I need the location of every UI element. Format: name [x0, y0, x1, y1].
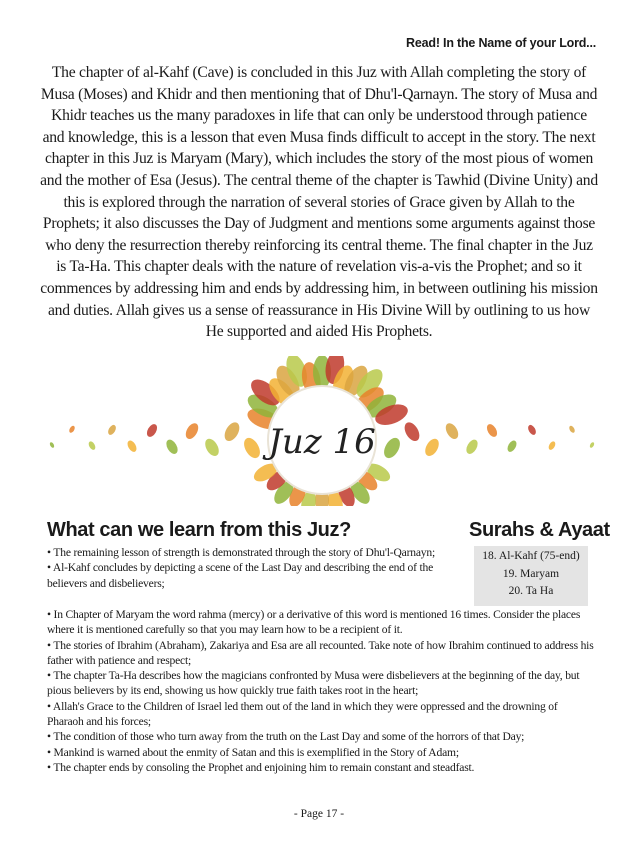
leaf-icon [381, 435, 403, 461]
leaf-icon [68, 425, 76, 434]
lesson-item: • Al-Kahf concludes by depicting a scene of the Last Day and describing the end of the believers and disbelievers; [47, 561, 434, 590]
lessons-list-top [47, 545, 469, 591]
leaf-icon [126, 439, 139, 453]
lesson-item: • The chapter ends by consoling the Prophet and enjoining him to remain constant and steadfast. [47, 760, 475, 774]
leaf-icon [402, 420, 423, 444]
lesson-item: • The remaining lesson of strength is demonstrated through the story of Dhu'l-Qarnayn; [47, 546, 435, 559]
lesson-item: • The chapter Ta-Ha describes how the magicians confronted by Musa were disbelievers at the beginning of the day, but pious believers by its end, showing us how quickly true faith takes root in the heart; [47, 669, 580, 698]
intro-paragraph: The chapter of al-Kahf (Cave) is concluded in this Juz with Allah completing the story of Musa (Moses) and Khidr and then mentioning that of Dhu'l-Qarnayn. The story of Musa and Khidr teaches us the many paradoxes in life that can only be understood through patience and knowledge, this is a lesson that even Musa finds difficult to accept in the story. The next chapter in this Juz is Maryam (Mary), which includes the story of the most pious of women and the mother of Esa (Jesus). The central theme of the chapter is Tawhid (Divine Unity) and this is explored through the narration of several stories of Grace given by Allah to the Prophets; it also discusses the Day of Judgment and mentions some arguments against those who deny the resurrection thereby reinforcing its central theme. The final chapter in the Juz is Ta-Ha. This chapter deals with the nature of revelation vis-a-vis the Prophet; and so it commences by addressing him and ends by addressing him, in between outlining his mission and duties. Allah gives us a sense of reassurance in His Divine Will by outlining to us how He supported and aided His Prophets. [40, 64, 598, 341]
leaf-icon [422, 436, 441, 458]
emblem-label: Juz 16 [268, 422, 376, 462]
leaf-icon [49, 442, 55, 449]
lesson-item: • In Chapter of Maryam the word rahma (mercy) or a derivative of this word is mentioned 16 times. Consider the places where it is mentioned carefully so that you may learn how to be a recipient of it. [47, 608, 581, 637]
learn-heading: What can we learn from this Juz? [47, 519, 351, 541]
leaf-icon [485, 422, 499, 438]
leaf-icon [464, 438, 480, 456]
lesson-item: • The stories of Ibrahim (Abraham), Zakariya and Esa are all recounted. Take note of how Ibrahim continued to address his father with patience and respect; [47, 638, 594, 667]
leaf-icon [183, 421, 201, 441]
surah-item: 20. Ta Ha [508, 585, 554, 597]
page-number: - Page 17 - [293, 808, 345, 820]
leaf-icon [106, 424, 117, 437]
surahs-heading: Surahs & Ayaat [469, 519, 610, 541]
leaf-icon [568, 425, 576, 434]
leaf-icon [164, 438, 180, 456]
leaf-icon [526, 424, 537, 437]
leaf-icon [506, 439, 519, 453]
lesson-item: • Allah's Grace to the Children of Israel led them out of the land in which they were oppressed and the drowning of Pharaoh and his forces; [47, 699, 558, 729]
lesson-item: • The condition of those who turn away from the truth on the Last Day and some of the horrors of that Day; [47, 730, 525, 744]
leaf-icon [589, 442, 595, 449]
leaf-icon [547, 440, 556, 451]
header-tagline: Read! In the Name of your Lord... [406, 36, 596, 50]
leaf-icon [222, 420, 243, 444]
surah-item: 19. Maryam [502, 567, 560, 580]
surah-item: 18. Al-Kahf (75-end) [482, 550, 580, 562]
leaf-icon [443, 421, 461, 441]
leaf-icon [145, 422, 159, 438]
surah-list [474, 546, 588, 606]
juz-leaf-ornament [0, 356, 638, 506]
lesson-item: • Mankind is warned about the enmity of Satan and this is exemplified in the Story of Adam; [47, 745, 459, 759]
leaf-icon [241, 435, 263, 461]
leaf-icon [202, 436, 221, 458]
leaf-icon [87, 440, 96, 451]
lessons-list-bottom [47, 607, 595, 775]
